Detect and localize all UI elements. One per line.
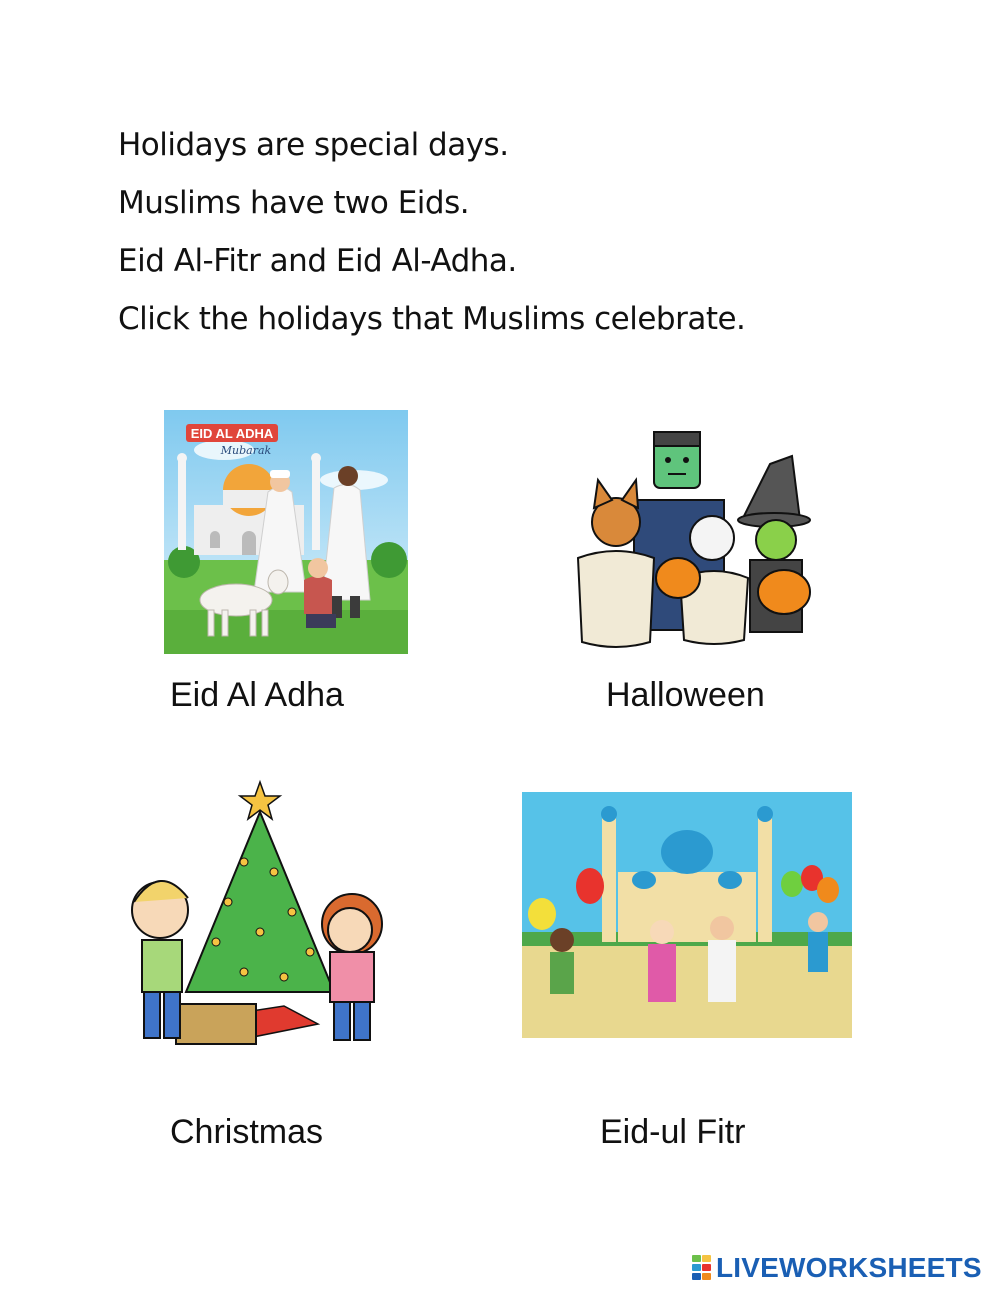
eid-ul-fitr-label: Eid-ul Fitr	[600, 1113, 746, 1151]
eid-al-adha-picture	[164, 410, 408, 654]
option-eid-al-adha[interactable]	[164, 410, 408, 712]
instruction-line: Eid Al-Fitr and Eid Al-Adha.	[118, 243, 517, 279]
christmas-tree-picture	[124, 772, 404, 1048]
banner-title: EID AL ADHA	[190, 426, 274, 441]
eid-ul-fitr-picture	[522, 792, 852, 1038]
option-halloween[interactable]	[570, 428, 840, 712]
christmas-label: Christmas	[170, 1113, 324, 1151]
liveworksheets-logo-icon	[692, 1255, 712, 1281]
halloween-picture	[570, 428, 840, 654]
liveworksheets-logo	[692, 1252, 982, 1284]
option-eid-ul-fitr[interactable]	[522, 792, 852, 1154]
banner-subtitle: Mubarak	[220, 444, 272, 457]
instructions	[118, 122, 745, 354]
option-christmas[interactable]	[124, 772, 404, 1154]
instruction-line: Muslims have two Eids.	[118, 185, 470, 221]
eid-al-adha-label: Eid Al Adha	[170, 676, 344, 714]
instruction-line: Click the holidays that Muslims celebrate.	[118, 301, 746, 337]
halloween-label: Halloween	[606, 676, 765, 714]
instruction-line: Holidays are special days.	[118, 127, 509, 163]
brand-name: LIVEWORKSHEETS	[716, 1252, 982, 1283]
